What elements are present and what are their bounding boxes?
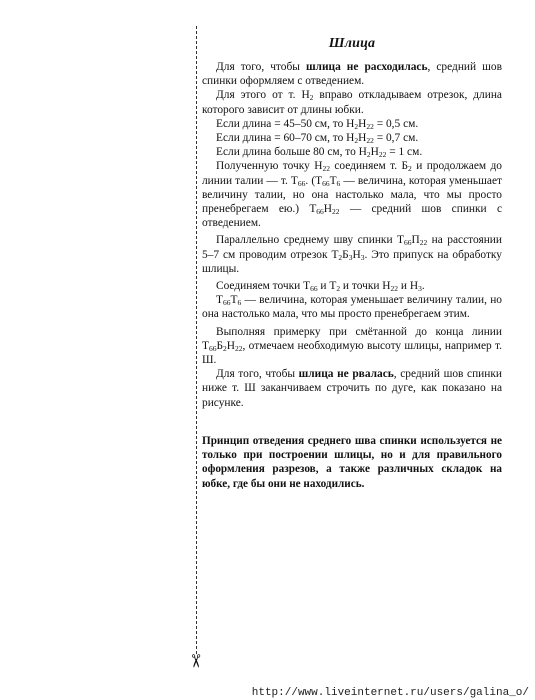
text-run: — средний шов спинки с отведением. [202,203,502,230]
subscript: 66 [316,207,324,217]
spacer [202,410,502,434]
scissors-icon: ✂ [184,653,206,669]
subscript: 3 [348,252,353,262]
subscript: 2 [354,136,359,146]
text-run: , отмечаем необходимую высоту шлицы, например т. Ш. [202,339,502,367]
text-run: Н [358,132,367,145]
text-run: вправо откладываем отрезок, длина которого зависит от длины юбки. [202,89,502,116]
text-run: Н [358,117,367,130]
text-run: Б [216,339,224,352]
paragraph [202,367,502,410]
subscript: 66 [310,284,318,294]
subscript: 2 [338,252,343,262]
text-run: , средний шов спинки оформляем с отведением. [202,61,502,88]
text-run: = 0,7 см. [373,132,419,145]
text-run: = 0,5 см. [373,117,419,130]
subscript: 22 [390,284,399,294]
text-run: П [411,234,420,247]
text-run: — величина, которая уменьшает величину талии, но она настолько мала, что мы просто пренебрегаем этим. [202,294,502,321]
paragraph [202,293,502,321]
text-run: Н [352,248,361,261]
text-run: Для этого от т. Н [216,89,310,102]
text-run: Т [216,294,223,307]
subscript: 2 [336,284,341,294]
subscript: 2 [354,121,359,131]
subscript: 66 [222,298,231,308]
subscript: 2 [408,164,412,174]
subscript: 2 [366,150,371,160]
paragraph [202,117,502,131]
subscript: 6 [237,298,242,308]
bold-note: Принцип отведения среднего шва спинки используется не только при построении шлицы, но и для правильного оформления разрезов, а также различных складок на юбке, где бы они не находились. [202,434,502,490]
text-run: Выполняя примерку при смётанной до конца линии Т [202,325,502,352]
subscript: 22 [366,121,374,131]
subscript: 22 [419,238,428,248]
text-run: Если длина больше 80 см, то Н [216,146,367,159]
cut-line [196,26,197,654]
text-run: Б [342,248,349,261]
page-title: Шлица [328,36,376,51]
text-run: Если длина = 45–50 см, то Н [216,117,355,130]
paragraph [202,279,502,293]
text-run: . (Т [305,174,323,187]
text-run: Полученную точку Н [216,160,323,173]
subscript: 2 [309,93,314,103]
paragraph [202,131,502,145]
subscript: 22 [235,343,243,353]
text-run: и точки Н [340,280,391,293]
text-run: и продолжаем до линии талии — т. Т [202,160,502,187]
paragraph [202,159,502,230]
text-run: . [421,280,425,293]
subscript: 6 [336,178,341,188]
text-run: . Это припуск на обработку шлицы. [202,248,502,275]
text-run: соединяем т. Б [329,160,409,173]
text-run: и Т [317,280,337,293]
text-run: — величина, которая уменьшает величину талии, но она настолько мала, что мы просто пренебрегаем ею.) Т [202,174,502,216]
paragraph [202,88,502,116]
subscript: 2 [223,343,227,353]
text-run: Н [370,146,379,159]
emphasis-text: шлица не рвалась [298,368,394,381]
text-run: , средний шов спинки ниже т. Ш заканчиваем строчить по дуге, как показано на рисунке. [202,368,503,409]
subscript: 66 [208,343,217,353]
subscript: 22 [378,150,387,160]
text-run: Т [329,174,337,187]
subscript: 22 [332,207,340,217]
paragraph [202,145,502,159]
text-run: и Н [398,280,419,293]
text-run: Т [230,294,238,307]
text-run: на расстоянии 5–7 см проводим отрезок Т [202,234,502,261]
subscript: 66 [322,178,330,188]
text-run: Соединяем точки Т [216,280,311,293]
text-run: Для того, чтобы [216,61,306,73]
text-run: Н [323,203,333,216]
paragraph [202,233,502,276]
subscript: 22 [366,136,374,146]
source-url: http://www.liveinternet.ru/users/galina_o/ [251,687,529,699]
emphasis-text: шлица не расходилась [305,61,428,73]
text-run: Параллельно среднему шву спинки Т [216,234,404,247]
subscript: 22 [322,164,330,174]
body-text [202,60,502,410]
subscript: 66 [297,178,306,188]
text-run: Если длина = 60–70 см, то Н [216,132,355,145]
subscript: 66 [403,238,412,248]
page-content [202,36,502,491]
paragraph [202,325,502,368]
text-run: = 1 см. [386,146,423,159]
subscript: 3 [360,252,365,262]
paragraph [202,60,502,88]
text-run: Для того, чтобы [216,368,299,381]
text-run: Н [226,339,235,352]
subscript: 3 [418,284,422,294]
